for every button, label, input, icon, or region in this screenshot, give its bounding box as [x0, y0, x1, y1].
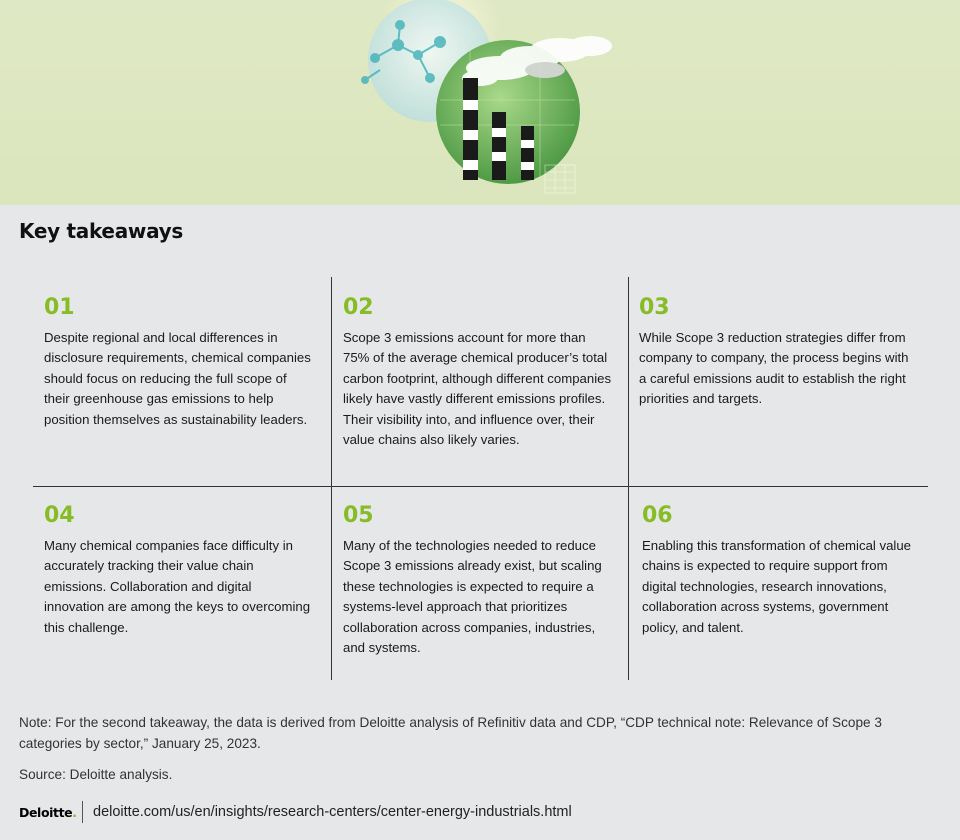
takeaway-number: 06	[642, 503, 673, 528]
factory-illustration	[0, 0, 960, 205]
takeaway-number: 01	[44, 295, 75, 320]
page-title: Key takeaways	[19, 219, 183, 243]
hero-illustration	[0, 0, 960, 205]
takeaway-03	[639, 295, 909, 410]
footer-divider	[82, 801, 83, 823]
takeaway-01	[44, 295, 314, 430]
deloitte-logo	[19, 805, 77, 820]
takeaway-text: Scope 3 emissions account for more than 75% of the average chemical producer’s total carbon footprint, although different companies likely have vastly different emissions profiles. Their visibility into, and influence over, their value chains also likely varies.	[343, 330, 612, 448]
logo-text: Deloitte	[19, 805, 73, 820]
takeaway-02	[343, 295, 613, 450]
takeaway-text: Enabling this transformation of chemical value chains is expected to require support from digital technologies, research innovations, collaboration across systems, government policy, and talent.	[642, 538, 912, 635]
logo-dot: .	[72, 805, 77, 820]
takeaway-number: 05	[343, 503, 374, 528]
takeaway-text: While Scope 3 reduction strategies differ from company to company, the process begins with a careful emissions audit to establish the right priorities and targets.	[639, 330, 909, 407]
takeaway-number: 04	[44, 503, 75, 528]
footnote: Note: For the second takeaway, the data is derived from Deloitte analysis of Refinitiv data and CDP, “CDP technical note: Relevance of Scope 3 categories by sector,” January 25, 2023.	[19, 715, 882, 751]
takeaway-text: Despite regional and local differences in disclosure requirements, chemical companies should focus on reducing the full scope of their greenhouse gas emissions to help position themselves as sustainability leaders.	[44, 330, 311, 427]
column-divider-1	[331, 277, 332, 680]
takeaway-04	[44, 503, 314, 638]
source-line: Source: Deloitte analysis.	[19, 767, 173, 782]
footer-url[interactable]: deloitte.com/us/en/insights/research-centers/center-energy-industrials.html	[93, 804, 572, 820]
takeaway-number: 03	[639, 295, 670, 320]
column-divider-2	[628, 277, 629, 680]
row-divider	[33, 486, 928, 487]
takeaway-06	[642, 503, 912, 638]
takeaways-grid	[33, 277, 928, 680]
takeaway-text: Many of the technologies needed to reduce Scope 3 emissions already exist, but scaling these technologies is expected to require a systems-level approach that prioritizes collaboration across companies, industries, and systems.	[343, 538, 602, 656]
takeaway-05	[343, 503, 613, 658]
takeaway-number: 02	[343, 295, 374, 320]
takeaway-text: Many chemical companies face difficulty in accurately tracking their value chain emissions. Collaboration and digital innovation are among the keys to overcoming this challenge.	[44, 538, 311, 635]
